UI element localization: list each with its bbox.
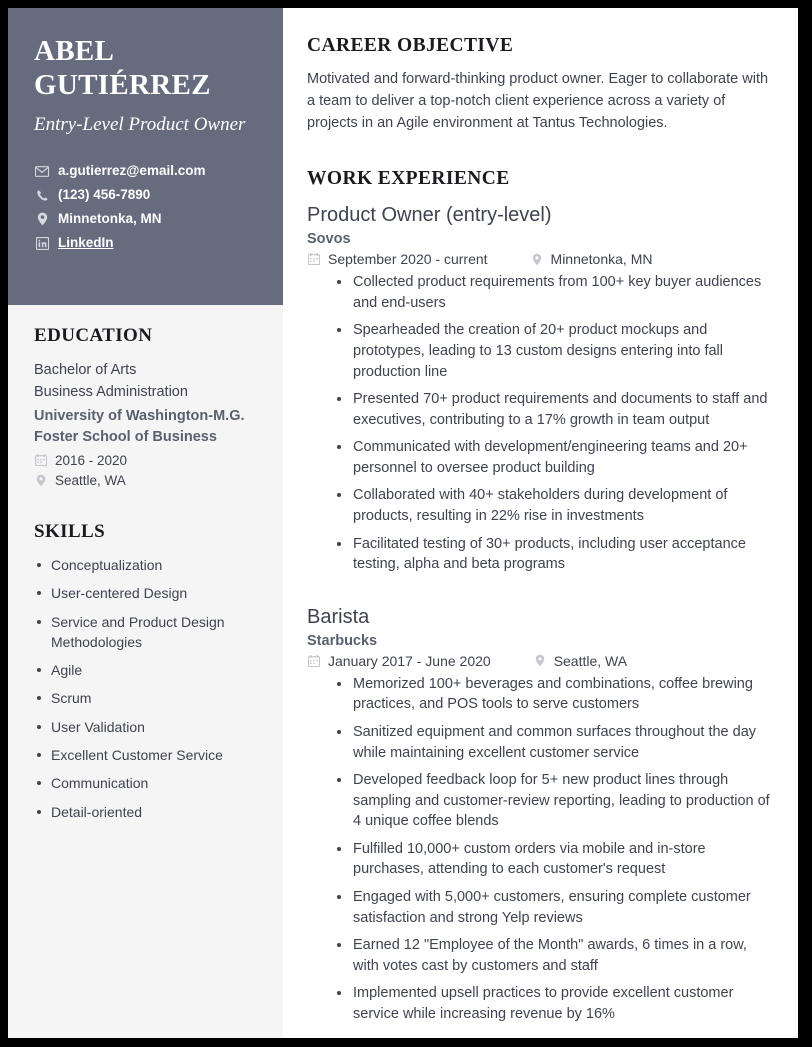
job-bullet-list (307, 272, 772, 575)
calendar-icon (34, 454, 48, 466)
list-item: Communication (34, 773, 257, 793)
list-item: Presented 70+ product requirements and documents to staff and executives, contributing to a 17% growth in team output (335, 389, 772, 430)
list-item: Earned 12 "Employee of the Month" awards, 6 times in a row, with votes cast by customers and staff (335, 935, 772, 976)
list-item: Scrum (34, 688, 257, 708)
location-pin-icon (34, 474, 48, 487)
location-pin-icon (533, 654, 547, 667)
list-item: Facilitated testing of 30+ products, including user acceptance testing, alpha and beta programs (335, 534, 772, 575)
page-title (34, 34, 257, 102)
calendar-icon (307, 253, 321, 265)
contact-email-label: a.gutierrez@email.com (58, 163, 206, 179)
education-heading: EDUCATION (34, 325, 153, 346)
sidebar (8, 8, 283, 1038)
sidebar-body (8, 305, 283, 822)
education-section (34, 325, 257, 488)
job-dates-label: January 2017 - June 2020 (328, 652, 491, 669)
location-pin-icon (34, 212, 50, 226)
work-experience-section (307, 168, 772, 1024)
list-item: Memorized 100+ beverages and combinations, coffee brewing practices, and POS tools to serve customers (335, 674, 772, 715)
contact-linkedin-label[interactable]: LinkedIn (58, 234, 114, 250)
list-item: Engaged with 5,000+ customers, ensuring complete customer satisfaction and strong Yelp reviews (335, 887, 772, 928)
career-objective-text: Motivated and forward-thinking product owner. Eager to collaborate with a team to deliver a top-notch client experience across a variety of projects in an Agile environment at Tantus Technologies. (307, 71, 769, 131)
job-meta (307, 251, 772, 267)
contact-list (34, 164, 257, 250)
list-item: Developed feedback loop for 5+ new product lines through sampling and customer-review reporting, leading to production of 4 unique coffee blends (335, 770, 772, 832)
list-item: Communicated with development/engineering teams and 20+ personnel to oversee product building (335, 437, 772, 478)
job-dates-label: September 2020 - current (328, 251, 488, 268)
career-objective-section (307, 35, 772, 134)
job-location-label: Minnetonka, MN (550, 251, 653, 268)
sidebar-header (8, 8, 283, 305)
work-experience-heading: WORK EXPERIENCE (307, 168, 510, 190)
list-item: Collected product requirements from 100+ key buyer audiences and end-users (335, 272, 772, 313)
education-dates-label: 2016 - 2020 (55, 452, 128, 468)
education-location-label: Seattle, WA (55, 472, 126, 488)
skills-heading: SKILLS (34, 520, 106, 542)
experience-entry (307, 604, 772, 1025)
location-pin-icon (530, 253, 544, 266)
education-field: Business Administration (34, 384, 188, 401)
list-item: Excellent Customer Service (34, 745, 257, 765)
list-item: Fulfilled 10,000+ custom orders via mobile and in-store purchases, attending to each customer's request (335, 839, 772, 880)
contact-item-location (34, 212, 257, 227)
job-location-label: Seattle, WA (553, 652, 628, 669)
linkedin-icon (34, 237, 50, 250)
calendar-icon (307, 655, 321, 667)
list-item: Agile (34, 660, 257, 680)
job-location (530, 251, 653, 267)
contact-item-phone[interactable] (34, 188, 257, 203)
job-title-subtitle: Entry-Level Product Owner (34, 114, 246, 136)
contact-location-label: Minnetonka, MN (58, 210, 162, 226)
contact-item-linkedin[interactable] (34, 236, 257, 251)
list-item: Spearheaded the creation of 20+ product mockups and prototypes, leading to 13 custom designs entering into fall production line (335, 320, 772, 382)
contact-phone-label: (123) 456-7890 (58, 186, 151, 202)
job-role: Product Owner (entry-level) (307, 204, 552, 227)
list-item: Implemented upsell practices to provide excellent customer service while increasing revenue by 16% (335, 983, 772, 1024)
education-school: University of Washington-M.G. Foster School of Business (34, 407, 245, 445)
job-role: Barista (307, 605, 370, 628)
main-content (283, 8, 798, 1038)
name-line-2: GUTIÉRREZ (34, 69, 211, 102)
job-meta (307, 653, 772, 669)
list-item: Service and Product Design Methodologies (34, 612, 257, 653)
job-dates (307, 653, 491, 669)
list-item: Collaborated with 40+ stakeholders during development of products, resulting in 22% rise in investments (335, 485, 772, 526)
name-line-1: ABEL (34, 35, 115, 67)
resume-page (8, 8, 798, 1038)
skills-section (34, 521, 257, 822)
envelope-icon (34, 166, 50, 177)
list-item: Conceptualization (34, 555, 257, 575)
job-location (533, 653, 627, 669)
education-location (34, 473, 257, 488)
list-item: User-centered Design (34, 583, 257, 603)
phone-icon (34, 189, 50, 202)
education-dates (34, 453, 257, 468)
career-objective-heading: CAREER OBJECTIVE (307, 35, 514, 56)
list-item: Detail-oriented (34, 802, 257, 822)
job-bullet-list (307, 674, 772, 1025)
experience-entry (307, 202, 772, 575)
list-item: User Validation (34, 717, 257, 737)
job-company: Starbucks (307, 632, 378, 649)
job-dates (307, 251, 488, 267)
list-item: Sanitized equipment and common surfaces throughout the day while maintaining excellent customer service (335, 722, 772, 763)
skills-list (34, 555, 257, 822)
job-company: Sovos (307, 231, 351, 248)
contact-item-email[interactable] (34, 164, 257, 179)
spacer (307, 582, 772, 604)
education-degree: Bachelor of Arts (34, 362, 137, 378)
